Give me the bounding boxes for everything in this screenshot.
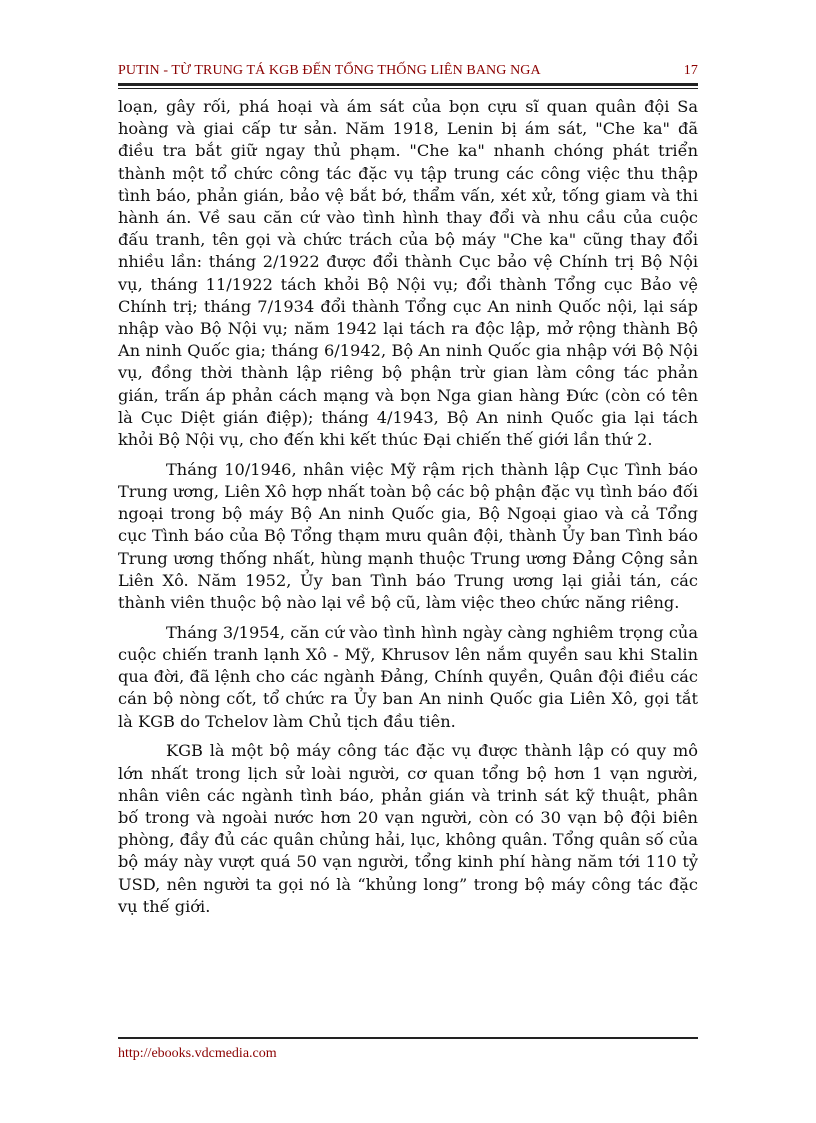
footer-link[interactable]: http://ebooks.vdcmedia.com: [118, 1046, 277, 1061]
paragraph: Tháng 10/1946, nhân việc Mỹ rậm rịch thành lập Cục Tình báo Trung ương, Liên Xô hợp nhất toàn bộ các bộ phận đặc vụ tình báo đối ngoại trong bộ máy Bộ An ninh Quốc gia, Bộ Ngoại giao và cả Tổng cục Tình báo của Bộ Tổng thạm mưu quân đội, thành Ủy ban Tình báo Trung ương thống nhất, hùng mạnh thuộc Trung ương Đảng Cộng sản Liên Xô. Năm 1952, Ủy ban Tình báo Trung ương lại giải tán, các thành viên thuộc bộ nào lại về bộ cũ, làm việc theo chức năng riêng.: [118, 459, 698, 613]
header-rule-thick: [118, 83, 698, 86]
paragraph-continued: loạn, gây rối, phá hoại và ám sát của bọn cựu sĩ quan quân đội Sa hoàng và giai cấp tư sản. Năm 1918, Lenin bị ám sát, "Che ka" đã điều tra bắt giữ ngay thủ phạm. "Che ka" nhanh chóng phát triển thành một tổ chức công tác đặc vụ tập trung các công việc thu thập tình báo, phản gián, bảo vệ bắt bớ, thẩm vấn, xét xử, tống giam và thi hành án. Về sau căn cứ vào tình hình thay đổi và nhu cầu của cuộc đấu tranh, tên gọi và chức trách của bộ máy "Che ka" cũng thay đổi nhiều lần: tháng 2/1922 được đổi thành Cục bảo vệ Chính trị Bộ Nội vụ, tháng 11/1922 tách khỏi Bộ Nội vụ; đổi thành Tổng cục Bảo vệ Chính trị; tháng 7/1934 đổi thành Tổng cục An ninh Quốc nội, lại sáp nhập vào Bộ Nội vụ; năm 1942 lại tách ra độc lập, mở rộng thành Bộ An ninh Quốc gia; tháng 6/1942, Bộ An ninh Quốc gia nhập với Bộ Nội vụ, đồng thời thành lập riêng bộ phận trừ gian làm công tác phản gián, trấn áp phản cách mạng và bọn Nga gian hàng Đức (còn có tên là Cục Diệt gián điệp); tháng 4/1943, Bộ An ninh Quốc gia lại tách khỏi Bộ Nội vụ, cho đến khi kết thúc Đại chiến thế giới lần thứ 2.: [118, 97, 698, 450]
book-title: PUTIN - TỪ TRUNG TÁ KGB ĐẾN TỔNG THỐNG LIÊN BANG NGA: [118, 63, 541, 78]
paragraph: Tháng 3/1954, căn cứ vào tình hình ngày càng nghiêm trọng của cuộc chiến tranh lạnh Xô - Mỹ, Khrusov lên nắm quyền sau khi Stalin qua đời, đã lệnh cho các ngành Đảng, Chính quyền, Quân đội điều các cán bộ nòng cốt, tổ chức ra Ủy ban An ninh Quốc gia Liên Xô, gọi tắt là KGB do Tchelov làm Chủ tịch đầu tiên.: [118, 622, 698, 731]
footer-rule: [118, 1037, 698, 1039]
header-rule-thin: [118, 88, 698, 89]
running-header: [118, 63, 698, 79]
paragraph: KGB là một bộ máy công tác đặc vụ được thành lập có quy mô lớn nhất trong lịch sử loài người, cơ quan tổng bộ hơn 1 vạn người, nhân viên các ngành tình báo, phản gián và trinh sát kỹ thuật, phân bố trong và ngoài nước hơn 20 vạn người, còn có 30 vạn bộ đội biên phòng, đầy đủ các quân chủng hải, lục, không quân. Tổng quân số của bộ máy này vượt quá 50 vạn người, tổng kinh phí hàng năm tới 110 tỷ USD, nên người ta gọi nó là “khủng long” trong bộ máy công tác đặc vụ thế giới.: [118, 741, 698, 916]
body-text: [118, 96, 698, 926]
page-number: 17: [683, 63, 698, 78]
